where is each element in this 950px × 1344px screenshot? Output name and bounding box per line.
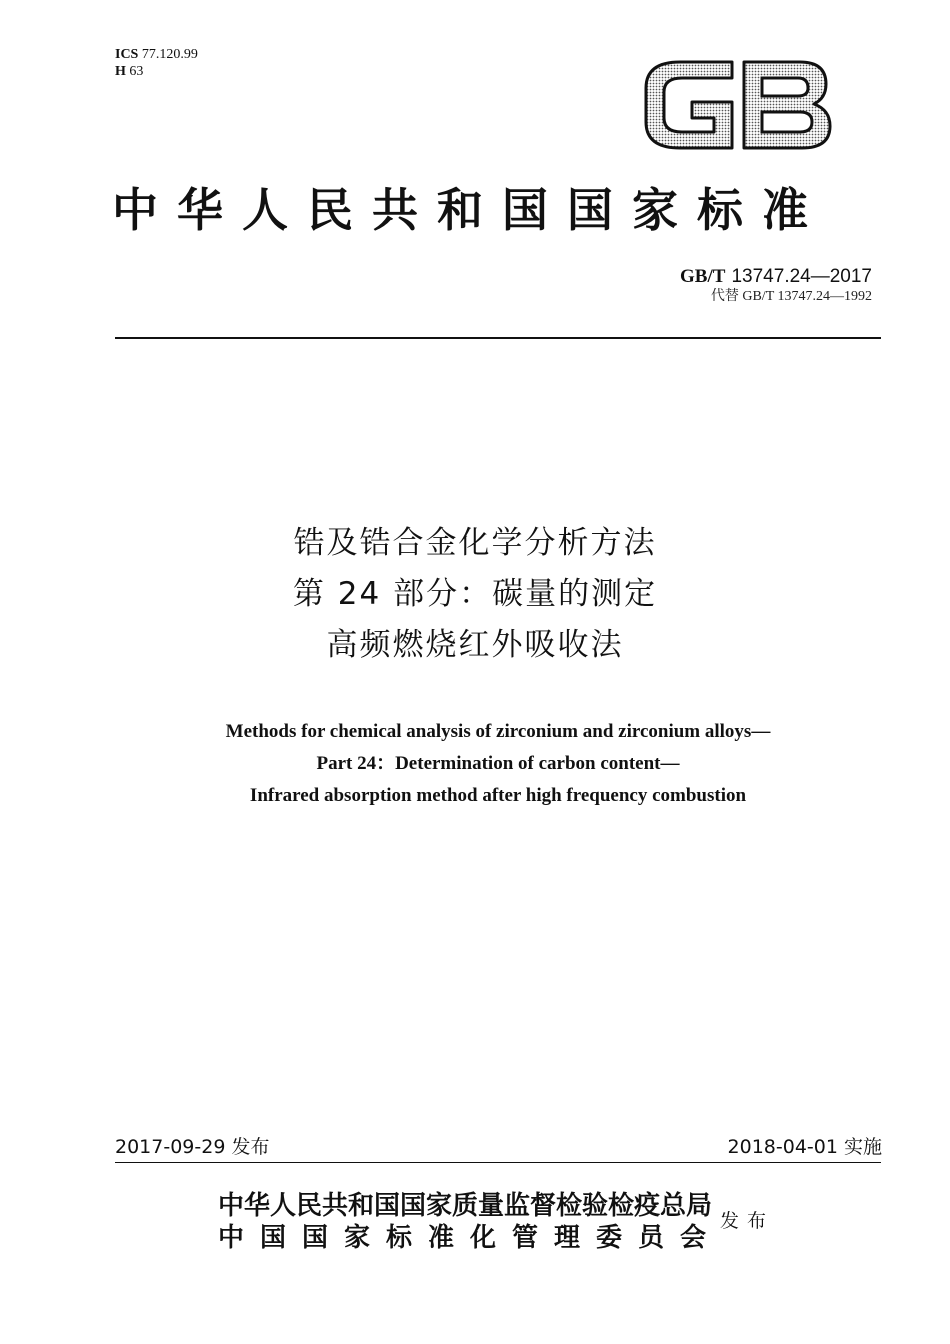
class-line	[115, 63, 198, 80]
top-divider	[115, 337, 881, 339]
publisher-block	[218, 1190, 722, 1254]
issue-date: 2017-09-29 发布	[115, 1136, 270, 1158]
standard-number-block	[680, 264, 872, 305]
english-title-line-2: Part 24：Determination of carbon content—	[316, 753, 680, 774]
gb-logo-icon	[640, 58, 836, 152]
chinese-title-line-1: 锆及锆合金化学分析方法	[293, 525, 657, 561]
national-standard-title: 中华人民共和国国家标准	[112, 183, 827, 237]
class-code: 63	[129, 64, 144, 79]
chinese-title-line-3: 高频燃烧红外吸收法	[326, 627, 624, 663]
ics-line	[115, 46, 198, 63]
publisher-line-2: 中国国家标准化管理委员会	[218, 1223, 723, 1253]
standard-digits: 13747.24—2017	[731, 266, 872, 287]
replaces-standard: 代替 GB/T 13747.24—1992	[710, 289, 872, 304]
publish-label: 发布	[720, 1210, 775, 1232]
implementation-date: 2018-04-01 实施	[727, 1136, 882, 1158]
standard-prefix: GB/T	[680, 266, 726, 287]
ics-label: ICS	[115, 47, 139, 62]
classification-codes	[115, 46, 198, 80]
english-title-line-3: Infrared absorption method after high frequency combustion	[249, 785, 747, 806]
chinese-title-block	[0, 518, 950, 671]
bottom-divider	[115, 1162, 881, 1163]
ics-code: 77.120.99	[141, 47, 198, 62]
english-title-line-1: Methods for chemical analysis of zirconium and zirconium alloys—	[225, 721, 771, 742]
chinese-title-line-2: 第 24 部分：碳量的测定	[292, 576, 658, 612]
standard-number	[680, 264, 872, 289]
english-title-block	[0, 716, 950, 812]
class-label: H	[115, 64, 126, 79]
publisher-line-1: 中华人民共和国国家质量监督检验检疫总局	[218, 1191, 713, 1221]
